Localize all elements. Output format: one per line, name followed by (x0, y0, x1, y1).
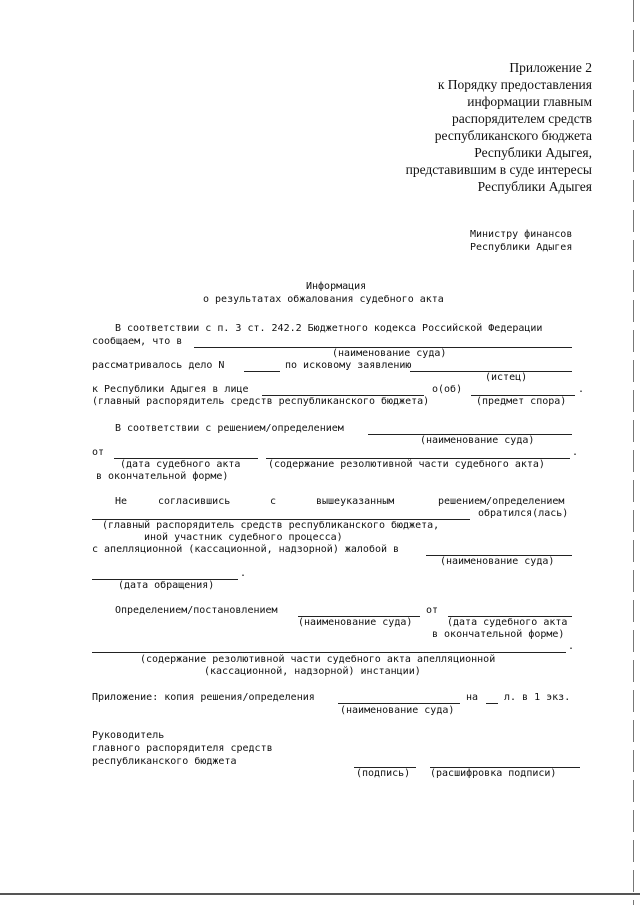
attachment-on: на (466, 692, 479, 703)
appendix-line-4: распорядителем средств (452, 111, 592, 126)
complaint-lead: с апелляционной (кассационной, надзорной) жалобой в (92, 544, 400, 555)
from-label-2: от (426, 605, 439, 616)
hint-plaintiff: (истец) (485, 372, 528, 383)
hint-act-date-4: в окончательной форме) (432, 629, 565, 640)
signature-line-1: Руководитель (92, 730, 165, 741)
disagree-word-2: согласившись (158, 496, 231, 507)
case-lead: рассматривалось дело N (92, 360, 225, 371)
addressee-line-1: Министру финансов (470, 229, 573, 240)
hint-court-name-4: (наименование суда) (298, 617, 413, 628)
court-name-line-5 (338, 703, 460, 704)
case-number-line (244, 371, 280, 372)
attachment-lead: Приложение: копия решения/определения (92, 692, 315, 703)
period-3: . (240, 568, 247, 579)
signature-line-2: главного распорядителя средств (92, 743, 273, 754)
hint-sign: (подпись) (356, 768, 411, 779)
hint-court-name: (наименование суда) (332, 348, 447, 359)
attachment-sheets: л. в 1 экз. (504, 692, 571, 703)
hint-manager: (главный распорядитель средств республиканского бюджета) (92, 396, 430, 407)
about-label: о(об) (432, 384, 463, 395)
scan-edge-right (633, 0, 634, 905)
appendix-line-2: к Порядку предоставления (437, 77, 592, 92)
hint-appeal-operative-2: (кассационной, надзорной) инстанции) (204, 666, 421, 677)
hint-act-date: (дата судебного акта (120, 459, 241, 470)
disagree-word-3: с (270, 496, 277, 507)
ruling-lead: Определением/постановлением (115, 605, 278, 616)
period-2: . (572, 447, 579, 458)
appeal-operative-line (92, 652, 566, 653)
hint-decode: (расшифровка подписи) (430, 768, 557, 779)
disagree-word-4: вышеуказанным (316, 496, 395, 507)
case-claim: по исковому заявлению (285, 360, 412, 371)
appendix-line-1: Приложение 2 (509, 60, 592, 75)
appendix-line-5: республиканского бюджета (434, 128, 592, 143)
appendix-line-3: информации главным (467, 94, 592, 109)
hint-act-date-2: в окончательной форме) (96, 471, 229, 482)
p1-line-1: В соответствии с п. 3 ст. 242.2 Бюджетного кодекса Российской Федерации (115, 323, 543, 334)
title-line-1: Информация (306, 281, 367, 292)
addressee-line-2: Республики Адыгея (470, 242, 573, 253)
p2-lead: В соответствии с решением/определением (115, 423, 344, 434)
p1-line-2: сообщаем, что в (92, 336, 183, 347)
defendant-lead: к Республики Адыгея в лице (92, 384, 249, 395)
hint-act-date-3: (дата судебного акта (447, 617, 568, 628)
scan-edge-bottom (0, 893, 640, 895)
hint-manager-2: (главный распорядитель средств республиканского бюджета, (102, 520, 440, 531)
hint-operative: (содержание резолютивной части судебного акта) (268, 459, 545, 470)
appendix-line-7: представившим в суде интересы (405, 162, 592, 177)
period-1: . (578, 384, 585, 395)
hint-appeal-date: (дата обращения) (118, 580, 215, 591)
hint-other-party: иной участник судебного процесса) (144, 532, 343, 543)
disagree-word-1: Не (115, 496, 128, 507)
hint-subject: (предмет спора) (476, 396, 567, 407)
hint-court-name-2: (наименование суда) (420, 435, 535, 446)
period-4: . (568, 641, 575, 652)
title-line-2: о результатах обжалования судебного акта (203, 294, 444, 305)
sheets-count-line (486, 703, 498, 704)
appendix-line-6: Республики Адыгея, (474, 145, 592, 160)
hint-court-name-5: (наименование суда) (340, 705, 455, 716)
appendix-line-8: Республики Адыгея (477, 179, 592, 194)
signature-line-3: республиканского бюджета (92, 756, 237, 767)
hint-appeal-operative-1: (содержание резолютивной части судебного акта апелляционной (140, 654, 496, 665)
hint-court-name-3: (наименование суда) (440, 556, 555, 567)
from-label-1: от (92, 447, 105, 458)
appealed-label: обратился(лась) (478, 508, 569, 519)
disagree-word-5: решением/определением (438, 496, 565, 507)
